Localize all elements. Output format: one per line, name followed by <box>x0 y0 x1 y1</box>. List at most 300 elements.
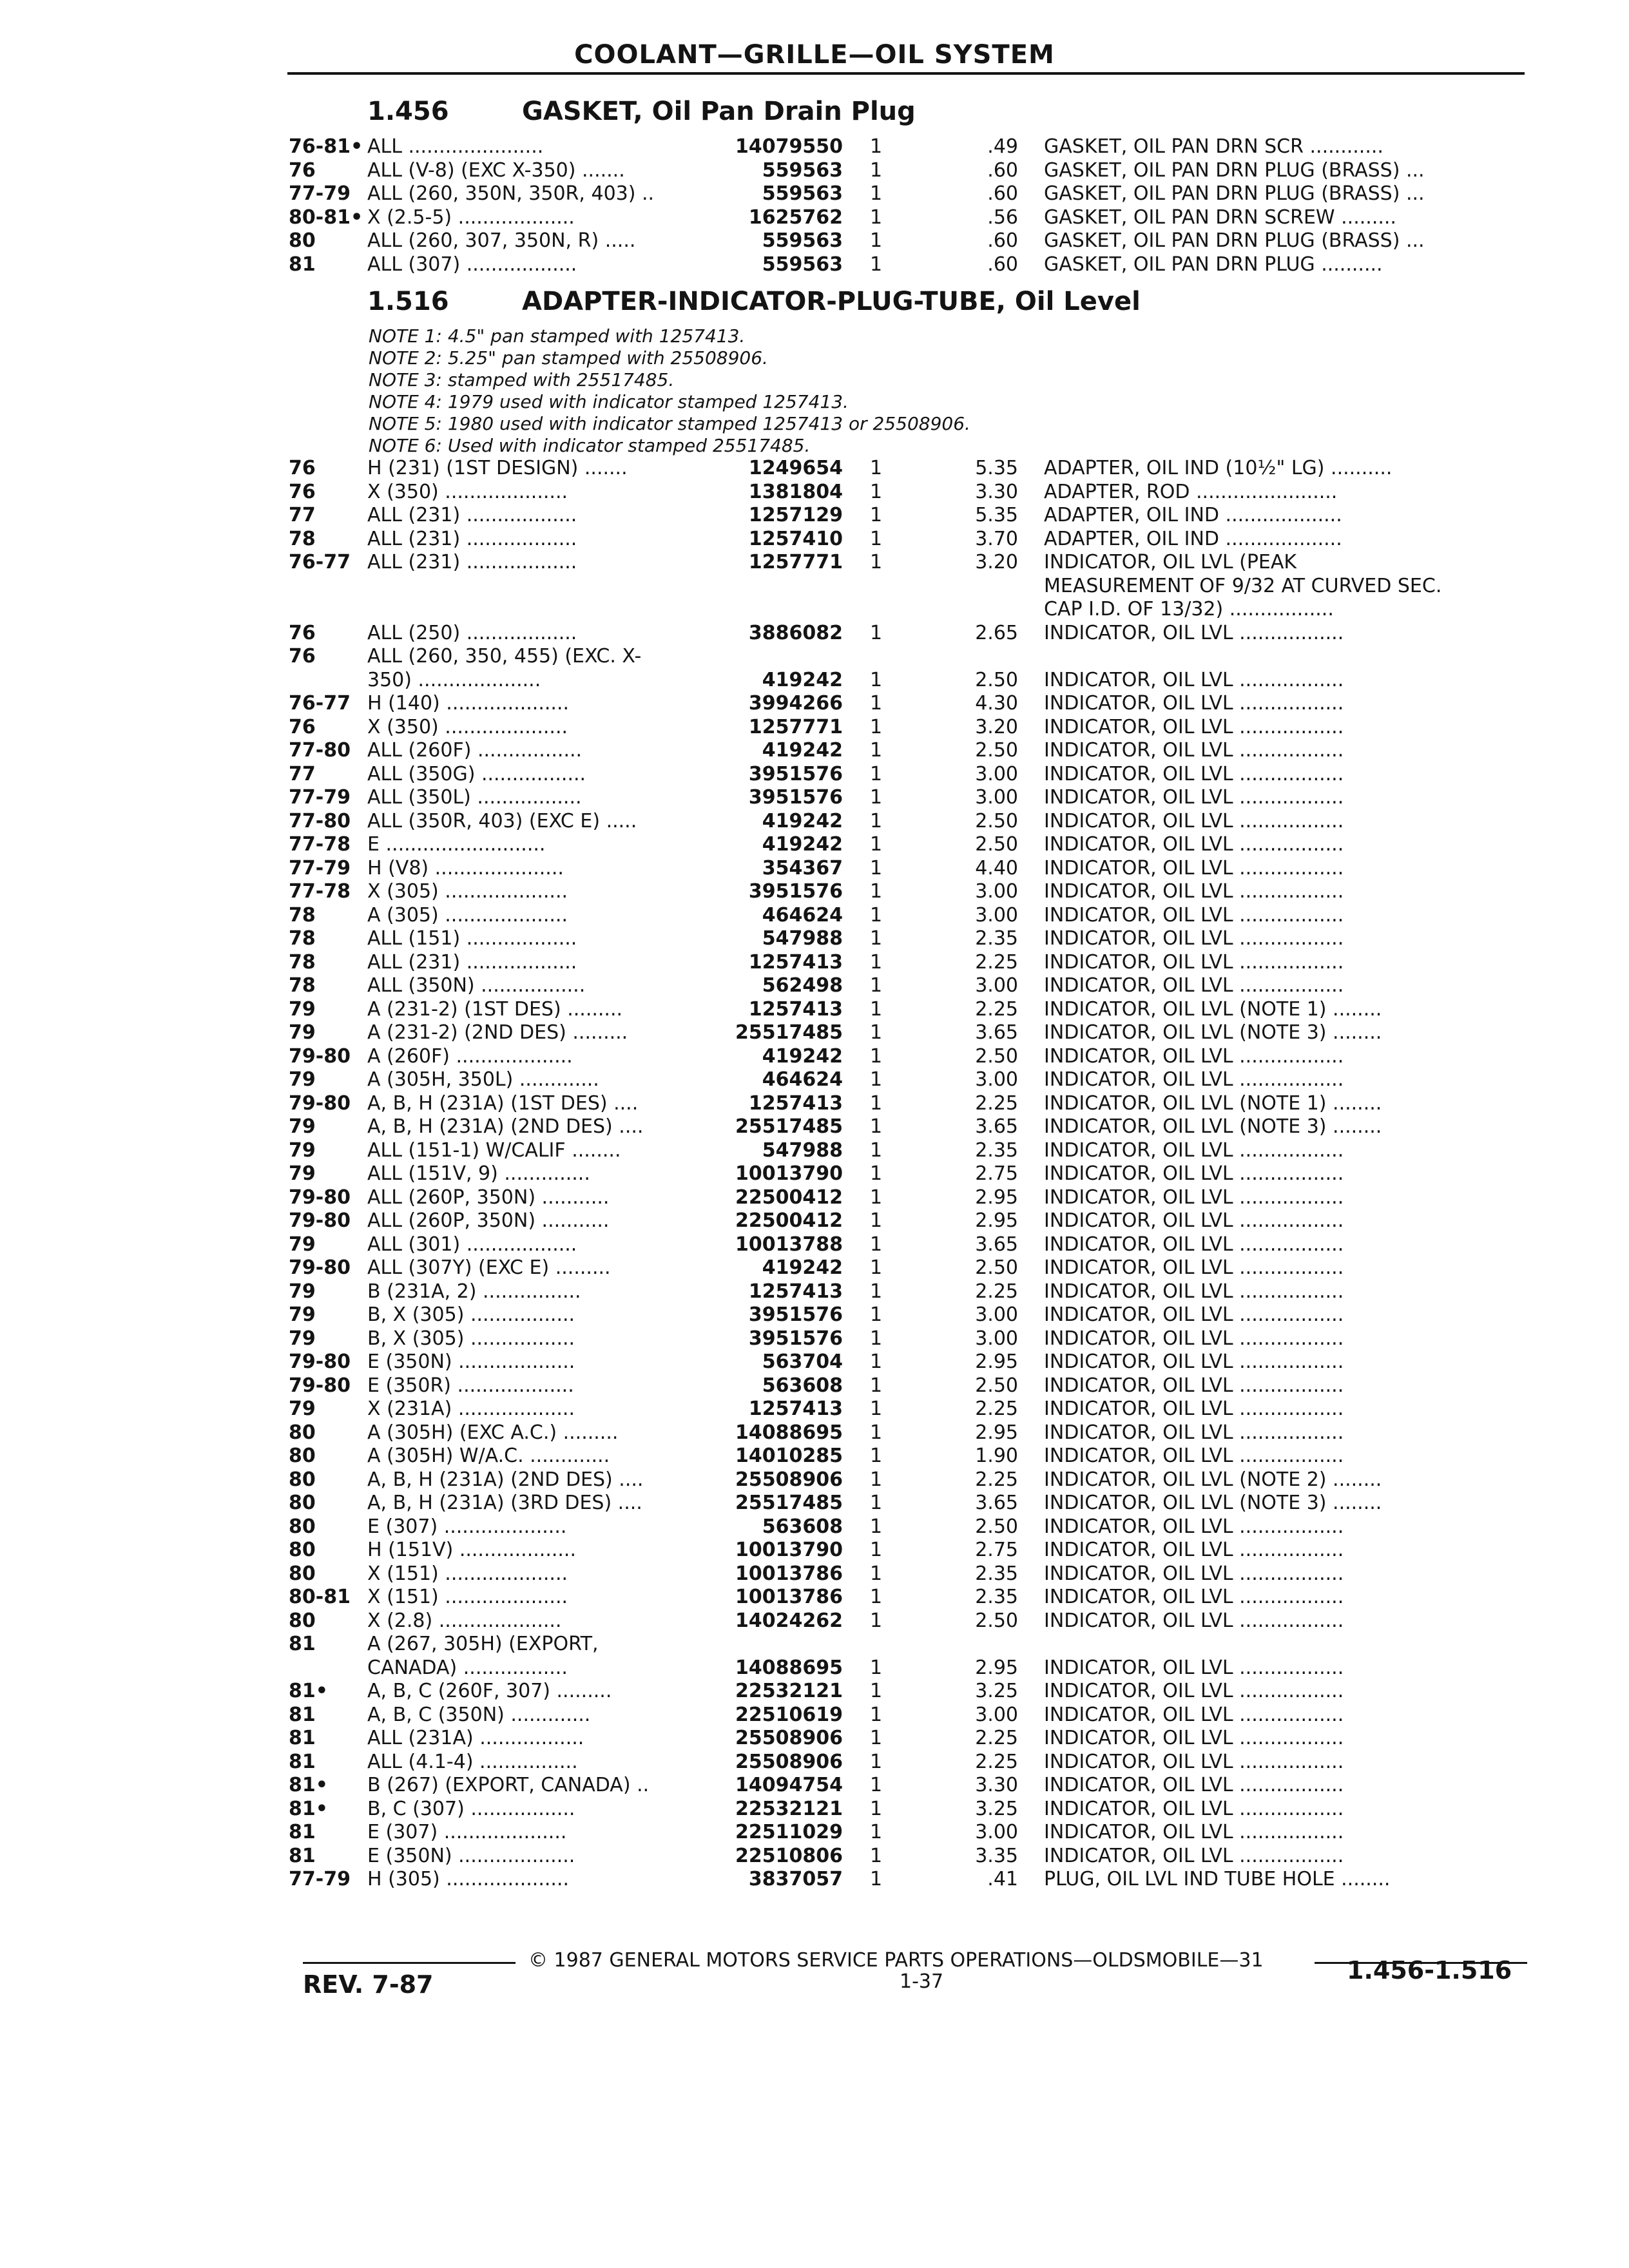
year-cell: 81 <box>289 1727 316 1749</box>
quantity-cell: 1 <box>870 927 883 950</box>
part-number-cell: 10013790 <box>735 1539 843 1561</box>
description-cell: INDICATOR, OIL LVL ................. <box>1044 1421 1344 1444</box>
description-cell: INDICATOR, OIL LVL ................. <box>1044 1845 1344 1867</box>
part-number-cell: 464624 <box>762 1068 843 1091</box>
year-cell: 81 <box>289 1845 316 1867</box>
section-note: NOTE 3: stamped with 25517485. <box>369 369 675 390</box>
model-cell: A, B, C (350N) ............. <box>367 1704 591 1726</box>
price-cell: 2.25 <box>975 1092 1018 1115</box>
catalog-row <box>0 1115 1629 1139</box>
part-number-cell: 1257413 <box>748 1280 843 1303</box>
price-cell: 3.00 <box>975 1068 1018 1091</box>
model-cell: CANADA) ................. <box>367 1657 568 1679</box>
part-number-cell: 1257771 <box>748 551 843 573</box>
catalog-row <box>0 1021 1629 1044</box>
price-cell: 3.65 <box>975 1115 1018 1138</box>
quantity-cell: 1 <box>870 528 883 550</box>
year-cell: 76 <box>289 159 316 182</box>
description-cell: INDICATOR, OIL LVL ................. <box>1044 1562 1344 1585</box>
description-cell: ADAPTER, OIL IND (10½" LG) .......... <box>1044 457 1393 479</box>
year-cell: 80 <box>289 1515 316 1538</box>
catalog-row <box>0 481 1629 504</box>
quantity-cell: 1 <box>870 1256 883 1279</box>
description-cell: INDICATOR, OIL LVL (NOTE 1) ........ <box>1044 1092 1382 1115</box>
year-cell: 79-80 <box>289 1092 351 1115</box>
part-number-cell: 14094754 <box>735 1774 843 1796</box>
year-cell: 78 <box>289 927 316 950</box>
part-number-cell: 419242 <box>762 810 843 832</box>
model-cell: X (2.5-5) ................... <box>367 206 575 229</box>
section-note: NOTE 4: 1979 used with indicator stamped 1257413. <box>369 391 849 412</box>
model-cell: A, B, H (231A) (2ND DES) .... <box>367 1468 644 1491</box>
model-cell: ALL (307) .................. <box>367 253 577 276</box>
description-cell: INDICATOR, OIL LVL ................. <box>1044 1727 1344 1749</box>
model-cell: ALL (231) .................. <box>367 551 577 573</box>
catalog-row <box>0 692 1629 715</box>
catalog-row <box>0 135 1629 159</box>
catalog-row <box>0 1092 1629 1115</box>
description-cell: GASKET, OIL PAN DRN PLUG (BRASS) ... <box>1044 229 1425 252</box>
footer-rule-left <box>303 1962 516 1964</box>
catalog-row <box>0 739 1629 762</box>
model-cell: ALL (350N) ................. <box>367 974 586 997</box>
description-cell: GASKET, OIL PAN DRN PLUG (BRASS) ... <box>1044 182 1425 205</box>
year-cell: 77-79 <box>289 182 351 205</box>
part-number-cell: 547988 <box>762 1139 843 1162</box>
quantity-cell: 1 <box>870 1139 883 1162</box>
model-cell: ALL (231A) ................. <box>367 1727 584 1749</box>
catalog-row <box>0 1492 1629 1515</box>
model-cell: ALL (350G) ................. <box>367 763 586 785</box>
year-cell: 79-80 <box>289 1350 351 1373</box>
catalog-row <box>0 1468 1629 1492</box>
quantity-cell: 1 <box>870 1233 883 1256</box>
description-cell: ADAPTER, ROD ....................... <box>1044 481 1338 503</box>
year-cell: 76-77 <box>289 551 351 573</box>
price-cell: 2.95 <box>975 1186 1018 1209</box>
year-cell: 78 <box>289 974 316 997</box>
model-cell: E .......................... <box>367 833 546 856</box>
description-cell: INDICATOR, OIL LVL ................. <box>1044 669 1344 691</box>
model-cell: B, X (305) ................. <box>367 1303 575 1326</box>
part-number-cell: 419242 <box>762 669 843 691</box>
year-cell: 80 <box>289 1610 316 1632</box>
section-title: ADAPTER-INDICATOR-PLUG-TUBE, Oil Level <box>522 287 1141 316</box>
year-cell: 77-79 <box>289 857 351 879</box>
price-cell: 3.25 <box>975 1680 1018 1702</box>
model-cell: A (231-2) (1ST DES) ......... <box>367 998 623 1021</box>
section-title: GASKET, Oil Pan Drain Plug <box>522 97 916 126</box>
price-cell: 2.25 <box>975 1751 1018 1773</box>
description-cell: PLUG, OIL LVL IND TUBE HOLE ........ <box>1044 1868 1391 1890</box>
model-cell: B (267) (EXPORT, CANADA) .. <box>367 1774 650 1796</box>
catalog-row <box>0 927 1629 950</box>
description-cell: INDICATOR, OIL LVL ................. <box>1044 904 1344 927</box>
description-cell: INDICATOR, OIL LVL ................. <box>1044 974 1344 997</box>
description-cell: GASKET, OIL PAN DRN PLUG (BRASS) ... <box>1044 159 1425 182</box>
quantity-cell: 1 <box>870 135 883 158</box>
model-cell: A (260F) ................... <box>367 1045 573 1068</box>
price-cell: 3.00 <box>975 904 1018 927</box>
model-cell: X (151) .................... <box>367 1562 568 1585</box>
model-cell: ALL (4.1-4) ................ <box>367 1751 578 1773</box>
year-cell: 77-78 <box>289 880 351 903</box>
price-cell: .41 <box>987 1868 1018 1890</box>
part-number-cell: 1381804 <box>748 481 843 503</box>
description-cell: INDICATOR, OIL LVL ................. <box>1044 927 1344 950</box>
catalog-row <box>0 1868 1629 1891</box>
price-cell: 5.35 <box>975 457 1018 479</box>
price-cell: .60 <box>987 159 1018 182</box>
year-cell: 77-80 <box>289 739 351 762</box>
part-number-cell: 10013786 <box>735 1562 843 1585</box>
description-cell: INDICATOR, OIL LVL ................. <box>1044 1680 1344 1702</box>
description-cell: INDICATOR, OIL LVL ................. <box>1044 810 1344 832</box>
quantity-cell: 1 <box>870 1798 883 1820</box>
year-cell: 76 <box>289 716 316 738</box>
model-cell: A (305) .................... <box>367 904 568 927</box>
model-cell: ALL (231) .................. <box>367 951 577 974</box>
catalog-row <box>0 229 1629 253</box>
price-cell: 2.50 <box>975 1374 1018 1397</box>
description-cell: INDICATOR, OIL LVL ................. <box>1044 1374 1344 1397</box>
part-number-cell: 3951576 <box>748 786 843 809</box>
catalog-row <box>0 1445 1629 1468</box>
model-cell: A (267, 305H) (EXPORT, <box>367 1633 599 1655</box>
part-number-cell: 25517485 <box>735 1115 843 1138</box>
price-cell: 3.65 <box>975 1021 1018 1044</box>
quantity-cell: 1 <box>870 857 883 879</box>
quantity-cell: 1 <box>870 1021 883 1044</box>
part-number-cell: 14079550 <box>735 135 843 158</box>
catalog-row <box>0 833 1629 856</box>
part-number-cell: 10013788 <box>735 1233 843 1256</box>
quantity-cell: 1 <box>870 1704 883 1726</box>
catalog-row <box>0 763 1629 786</box>
part-number-cell: 559563 <box>762 229 843 252</box>
part-number-cell: 563608 <box>762 1515 843 1538</box>
catalog-row <box>0 1821 1629 1844</box>
price-cell: 2.25 <box>975 1398 1018 1420</box>
part-number-cell: 1257129 <box>748 504 843 526</box>
quantity-cell: 1 <box>870 1562 883 1585</box>
description-cell: INDICATOR, OIL LVL ................. <box>1044 1610 1344 1632</box>
price-cell: 2.25 <box>975 1727 1018 1749</box>
model-cell: ALL (V-8) (EXC X-350) ....... <box>367 159 625 182</box>
part-number-cell: 562498 <box>762 974 843 997</box>
description-cell: CAP I.D. OF 13/32) ................. <box>1044 598 1334 620</box>
quantity-cell: 1 <box>870 1680 883 1702</box>
part-number-cell: 3951576 <box>748 763 843 785</box>
part-number-cell: 25508906 <box>735 1468 843 1491</box>
price-cell: 3.20 <box>975 551 1018 573</box>
price-cell: 2.35 <box>975 1586 1018 1608</box>
year-cell: 79 <box>289 998 316 1021</box>
description-cell: INDICATOR, OIL LVL ................. <box>1044 857 1344 879</box>
part-number-cell: 22510806 <box>735 1845 843 1867</box>
model-cell: A, B, C (260F, 307) ......... <box>367 1680 612 1702</box>
description-cell: INDICATOR, OIL LVL ................. <box>1044 1186 1344 1209</box>
quantity-cell: 1 <box>870 904 883 927</box>
quantity-cell: 1 <box>870 1327 883 1350</box>
model-cell: A, B, H (231A) (3RD DES) .... <box>367 1492 642 1514</box>
model-cell: B, X (305) ................. <box>367 1327 575 1350</box>
description-cell: GASKET, OIL PAN DRN PLUG .......... <box>1044 253 1383 276</box>
part-number-cell: 1249654 <box>748 457 843 479</box>
price-cell: 3.30 <box>975 481 1018 503</box>
part-number-cell: 419242 <box>762 833 843 856</box>
catalog-row <box>0 1845 1629 1868</box>
footer-copyright: © 1987 GENERAL MOTORS SERVICE PARTS OPERATIONS—OLDSMOBILE—31 <box>528 1949 1264 1972</box>
part-number-cell: 22532121 <box>735 1798 843 1820</box>
price-cell: 2.50 <box>975 739 1018 762</box>
description-cell: INDICATOR, OIL LVL ................. <box>1044 1515 1344 1538</box>
year-cell: 76-77 <box>289 692 351 715</box>
quantity-cell: 1 <box>870 1280 883 1303</box>
quantity-cell: 1 <box>870 1209 883 1232</box>
catalog-row <box>0 1657 1629 1680</box>
model-cell: H (151V) ................... <box>367 1539 577 1561</box>
catalog-row <box>0 1045 1629 1068</box>
part-number-cell: 419242 <box>762 1256 843 1279</box>
part-number-cell: 419242 <box>762 1045 843 1068</box>
section-note: NOTE 2: 5.25" pan stamped with 25508906. <box>369 347 768 369</box>
quantity-cell: 1 <box>870 1398 883 1420</box>
year-cell: 77-79 <box>289 786 351 809</box>
model-cell: ALL (350R, 403) (EXC E) ..... <box>367 810 637 832</box>
price-cell: 3.65 <box>975 1233 1018 1256</box>
quantity-cell: 1 <box>870 833 883 856</box>
catalog-row <box>0 182 1629 206</box>
part-number-cell: 22511029 <box>735 1821 843 1843</box>
year-cell: 77-78 <box>289 833 351 856</box>
quantity-cell: 1 <box>870 1186 883 1209</box>
price-cell: 5.35 <box>975 504 1018 526</box>
catalog-row <box>0 1398 1629 1421</box>
price-cell: 2.50 <box>975 669 1018 691</box>
year-cell: 80 <box>289 1539 316 1561</box>
catalog-row <box>0 645 1629 668</box>
description-cell: INDICATOR, OIL LVL ................. <box>1044 1657 1344 1679</box>
section-note: NOTE 6: Used with indicator stamped 25517485. <box>369 435 811 456</box>
year-cell: 80 <box>289 1562 316 1585</box>
description-cell: INDICATOR, OIL LVL ................. <box>1044 763 1344 785</box>
footer-page-number: 1-37 <box>900 1970 944 1993</box>
quantity-cell: 1 <box>870 1445 883 1467</box>
model-cell: ALL (260, 307, 350N, R) ..... <box>367 229 636 252</box>
quantity-cell: 1 <box>870 880 883 903</box>
price-cell: 4.40 <box>975 857 1018 879</box>
catalog-row <box>0 1374 1629 1398</box>
year-cell: 76 <box>289 622 316 644</box>
catalog-row <box>0 974 1629 997</box>
price-cell: 2.95 <box>975 1657 1018 1679</box>
description-cell: INDICATOR, OIL LVL ................. <box>1044 1539 1344 1561</box>
description-cell: INDICATOR, OIL LVL ................. <box>1044 1233 1344 1256</box>
description-cell: INDICATOR, OIL LVL ................. <box>1044 1327 1344 1350</box>
quantity-cell: 1 <box>870 1045 883 1068</box>
description-cell: INDICATOR, OIL LVL (PEAK <box>1044 551 1297 573</box>
price-cell: 2.50 <box>975 1610 1018 1632</box>
quantity-cell: 1 <box>870 1774 883 1796</box>
quantity-cell: 1 <box>870 786 883 809</box>
description-cell: INDICATOR, OIL LVL ................. <box>1044 1350 1344 1373</box>
description-cell: GASKET, OIL PAN DRN SCREW ......... <box>1044 206 1396 229</box>
quantity-cell: 1 <box>870 206 883 229</box>
catalog-row <box>0 1633 1629 1656</box>
year-cell: 79 <box>289 1303 316 1326</box>
model-cell: ALL (250) .................. <box>367 622 577 644</box>
description-cell: INDICATOR, OIL LVL ................. <box>1044 786 1344 809</box>
section-note: NOTE 1: 4.5" pan stamped with 1257413. <box>369 325 746 347</box>
year-cell: 79 <box>289 1162 316 1185</box>
quantity-cell: 1 <box>870 1821 883 1843</box>
year-cell: 78 <box>289 904 316 927</box>
part-number-cell: 3837057 <box>748 1868 843 1890</box>
part-number-cell: 14088695 <box>735 1657 843 1679</box>
part-number-cell: 14088695 <box>735 1421 843 1444</box>
price-cell: 2.50 <box>975 1045 1018 1068</box>
catalog-row <box>0 457 1629 480</box>
quantity-cell: 1 <box>870 253 883 276</box>
header-rule <box>287 72 1525 75</box>
year-cell: 80 <box>289 1421 316 1444</box>
catalog-row <box>0 1421 1629 1445</box>
year-cell: 81 <box>289 253 316 276</box>
price-cell: 2.35 <box>975 927 1018 950</box>
model-cell: X (350) .................... <box>367 481 568 503</box>
year-cell: 78 <box>289 528 316 550</box>
model-cell: H (305) .................... <box>367 1868 570 1890</box>
catalog-row <box>0 1704 1629 1727</box>
part-number-cell: 3886082 <box>748 622 843 644</box>
description-cell: INDICATOR, OIL LVL (NOTE 3) ........ <box>1044 1021 1382 1044</box>
description-cell: INDICATOR, OIL LVL ................. <box>1044 1303 1344 1326</box>
description-cell: INDICATOR, OIL LVL ................. <box>1044 1704 1344 1726</box>
description-cell: INDICATOR, OIL LVL ................. <box>1044 692 1344 715</box>
price-cell: 2.75 <box>975 1539 1018 1561</box>
catalog-row <box>0 669 1629 692</box>
model-cell: ALL (231) .................. <box>367 528 577 550</box>
year-cell: 79 <box>289 1398 316 1420</box>
year-cell: 79-80 <box>289 1045 351 1068</box>
price-cell: 4.30 <box>975 692 1018 715</box>
price-cell: .60 <box>987 182 1018 205</box>
model-cell: ALL (151-1) W/CALIF ........ <box>367 1139 621 1162</box>
catalog-row <box>0 1327 1629 1350</box>
part-number-cell: 563704 <box>762 1350 843 1373</box>
year-cell: 76 <box>289 645 316 668</box>
quantity-cell: 1 <box>870 1586 883 1608</box>
price-cell: 3.25 <box>975 1798 1018 1820</box>
catalog-row <box>0 1610 1629 1633</box>
quantity-cell: 1 <box>870 810 883 832</box>
description-cell: INDICATOR, OIL LVL ................. <box>1044 1280 1344 1303</box>
catalog-row <box>0 951 1629 974</box>
model-cell: ALL (260P, 350N) ........... <box>367 1186 610 1209</box>
model-cell: X (305) .................... <box>367 880 568 903</box>
price-cell: 2.25 <box>975 998 1018 1021</box>
catalog-row <box>0 1186 1629 1209</box>
model-cell: E (350N) ................... <box>367 1350 575 1373</box>
catalog-row <box>0 528 1629 551</box>
description-cell: INDICATOR, OIL LVL (NOTE 3) ........ <box>1044 1492 1382 1514</box>
price-cell: 1.90 <box>975 1445 1018 1467</box>
model-cell: 350) .................... <box>367 669 541 691</box>
description-cell: INDICATOR, OIL LVL ................. <box>1044 833 1344 856</box>
model-cell: X (2.8) .................... <box>367 1610 562 1632</box>
price-cell: 2.50 <box>975 810 1018 832</box>
price-cell: 3.70 <box>975 528 1018 550</box>
model-cell: ALL (350L) ................. <box>367 786 582 809</box>
description-cell: INDICATOR, OIL LVL (NOTE 1) ........ <box>1044 998 1382 1021</box>
model-cell: A (305H, 350L) ............. <box>367 1068 599 1091</box>
price-cell: 3.00 <box>975 1303 1018 1326</box>
model-cell: ALL (301) .................. <box>367 1233 577 1256</box>
price-cell: 3.00 <box>975 1327 1018 1350</box>
part-number-cell: 22510619 <box>735 1704 843 1726</box>
part-number-cell: 10013786 <box>735 1586 843 1608</box>
quantity-cell: 1 <box>870 159 883 182</box>
catalog-row <box>0 1586 1629 1609</box>
quantity-cell: 1 <box>870 763 883 785</box>
year-cell: 79-80 <box>289 1209 351 1232</box>
model-cell: ALL (260P, 350N) ........... <box>367 1209 610 1232</box>
year-cell: 79 <box>289 1021 316 1044</box>
part-number-cell: 25517485 <box>735 1021 843 1044</box>
year-cell: 81 <box>289 1751 316 1773</box>
catalog-row <box>0 1680 1629 1703</box>
price-cell: 3.00 <box>975 1704 1018 1726</box>
catalog-row <box>0 880 1629 903</box>
catalog-row <box>0 1539 1629 1562</box>
model-cell: E (307) .................... <box>367 1821 567 1843</box>
model-cell: X (231A) ................... <box>367 1398 575 1420</box>
quantity-cell: 1 <box>870 551 883 573</box>
price-cell: 3.65 <box>975 1492 1018 1514</box>
quantity-cell: 1 <box>870 974 883 997</box>
catalog-row <box>0 1562 1629 1586</box>
model-cell: X (350) .................... <box>367 716 568 738</box>
quantity-cell: 1 <box>870 1727 883 1749</box>
catalog-row <box>0 1233 1629 1256</box>
catalog-row <box>0 1515 1629 1539</box>
model-cell: E (307) .................... <box>367 1515 567 1538</box>
footer-revision: REV. 7-87 <box>303 1970 434 1999</box>
catalog-row <box>0 622 1629 645</box>
description-cell: INDICATOR, OIL LVL ................. <box>1044 1256 1344 1279</box>
description-cell: INDICATOR, OIL LVL ................. <box>1044 1162 1344 1185</box>
price-cell: .49 <box>987 135 1018 158</box>
year-cell: 81 <box>289 1704 316 1726</box>
price-cell: 2.35 <box>975 1139 1018 1162</box>
part-number-cell: 25508906 <box>735 1727 843 1749</box>
part-number-cell: 419242 <box>762 739 843 762</box>
description-cell: INDICATOR, OIL LVL ................. <box>1044 716 1344 738</box>
year-cell: 79 <box>289 1115 316 1138</box>
quantity-cell: 1 <box>870 692 883 715</box>
description-cell: INDICATOR, OIL LVL (NOTE 2) ........ <box>1044 1468 1382 1491</box>
part-number-cell: 559563 <box>762 253 843 276</box>
quantity-cell: 1 <box>870 669 883 691</box>
price-cell: 2.25 <box>975 951 1018 974</box>
description-cell: INDICATOR, OIL LVL ................. <box>1044 739 1344 762</box>
year-cell: 81• <box>289 1798 328 1820</box>
part-number-cell: 1257410 <box>748 528 843 550</box>
year-cell: 81 <box>289 1821 316 1843</box>
quantity-cell: 1 <box>870 1374 883 1397</box>
catalog-row <box>0 716 1629 739</box>
